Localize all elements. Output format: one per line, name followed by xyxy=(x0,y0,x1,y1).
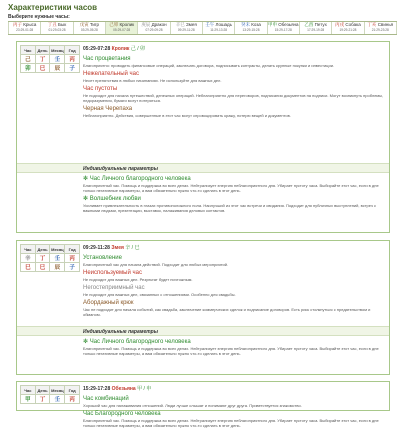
individual-section-label: Час Личного благородного человека xyxy=(89,339,191,345)
earthly-branch: 巳 xyxy=(21,263,36,272)
hour-animal: Кролик xyxy=(111,46,130,52)
pillars-table xyxy=(20,45,80,73)
hour-tab-animal: Крыса xyxy=(23,22,37,27)
individual-params-header: Индивидуальные параметры xyxy=(17,326,389,336)
hour-tab-time: 09:29-11:28 xyxy=(177,28,195,32)
section-text: Не подходит для начала путешествий, денежных операций. Неблагоприятно для переговоров, подписания документов на подписи. Могут возникнуть проблемы, недоразумения, бумаги могут потеряться. xyxy=(83,93,384,103)
hour-tab-time: 23:29-01:28 xyxy=(16,28,34,32)
four-pillars xyxy=(20,45,80,73)
section-title: Неиспользуемый час xyxy=(83,270,142,276)
earthly-branch: 子 xyxy=(65,64,80,73)
hour-tab-time: 05:29-07:28 xyxy=(113,28,131,32)
section-text: Неблагоприятно. Действия, совершенные в этот час могут спровоцировать кражу, потерю вещей и документов. xyxy=(83,113,291,118)
hour-tab-glyph: 壬午 xyxy=(205,22,215,27)
hour-detail xyxy=(83,45,384,118)
individual-params xyxy=(17,326,389,356)
hour-tab[interactable] xyxy=(41,22,73,34)
heavenly-stem: 丁 xyxy=(35,395,50,404)
hour-tab-glyph: 甲申 xyxy=(268,22,278,27)
hour-tab[interactable] xyxy=(235,22,267,34)
hour-tab-time: 01:29-03:28 xyxy=(48,28,66,32)
heavenly-stem: 丁 xyxy=(35,55,50,64)
section-text: Благоприятный час. Помощь и поддержка во всех делах. Нейтрализует энергию неблагоприятного дня. Убирает пустоту часа. Выбирайте этот час, если в дне только негативные параметры, а вам обязательно нужно что-то сделать в этот день. xyxy=(83,418,379,428)
individual-section-label: Волшебник любви xyxy=(89,196,141,202)
pillar-header: Час xyxy=(21,386,36,395)
hour-tab[interactable] xyxy=(300,22,332,34)
section-title: Час процветания xyxy=(83,56,131,62)
hour-card xyxy=(16,381,390,428)
four-pillars xyxy=(20,385,80,404)
individual-section-text: Благоприятный час. Помощь и поддержка во всех делах. Нейтрализует энергию неблагоприятного дня. Убирает пустоту часа. Выбирайте этот час, если в дне только негативные параметры, а вам обязательно нужно что-то сделать в этот день. xyxy=(83,183,379,193)
heavenly-stem: 辛 xyxy=(21,254,36,263)
hour-tab-time: 07:29-09:28 xyxy=(145,28,163,32)
pillar-header: Час xyxy=(21,245,36,254)
hour-card xyxy=(16,41,390,233)
hour-tab-animal: Тигр xyxy=(89,22,100,27)
hour-glyphs: 甲 / 申 xyxy=(137,386,152,392)
hour-tab[interactable] xyxy=(171,22,203,34)
pillars-table xyxy=(20,244,80,272)
pillar-header: Месяц xyxy=(51,47,64,53)
section-text: Не подходит для важных дел. Результат будет ничтожным. xyxy=(83,277,193,282)
hour-tab-time: 03:29-05:28 xyxy=(80,28,98,32)
hour-tab[interactable] xyxy=(203,22,235,34)
heavenly-stem: 丙 xyxy=(65,395,80,404)
hour-tab[interactable] xyxy=(8,22,41,34)
star-icon: ✻ xyxy=(83,196,90,202)
individual-section-title xyxy=(83,196,384,203)
hour-selector xyxy=(8,21,397,35)
hour-tab-animal: Собака xyxy=(345,22,361,27)
section-title: Час Благородного человека xyxy=(83,411,161,417)
heavenly-stem: 丁 xyxy=(35,254,50,263)
section-title: Час пустоты xyxy=(83,86,118,92)
earthly-branch: 辰 xyxy=(50,263,65,272)
hour-tab-time: 13:29-15:28 xyxy=(242,28,260,32)
section-text: Не подходит для важных дел, связанных с отношениями. Особенно для свадьбы. xyxy=(83,292,236,297)
hour-time: 05:29-07:28 xyxy=(83,46,111,52)
section-text: Благоприятно: проводить финансовые операций, заключать договора, подписывать контракты, делать крупные покупки и инвестиции. xyxy=(83,63,335,68)
hour-glyphs: 辛 / 巳 xyxy=(125,245,140,251)
heavenly-stem: 壬 xyxy=(50,395,65,404)
pillar-header: Месяц xyxy=(51,387,64,393)
individual-section-text: Благоприятный час. Помощь и поддержка во всех делах. Нейтрализует энергию неблагоприятного дня. Убирает пустоту часа. Выбирайте этот час, если в дне только негативные параметры, а вам обязательно нужно что-то сделать в этот день. xyxy=(83,346,379,356)
hour-tab-time: 17:29-19:28 xyxy=(307,28,325,32)
four-pillars xyxy=(20,244,80,272)
hour-tab-animal: Обезьяна xyxy=(278,22,299,27)
heavenly-stem: 己 xyxy=(21,55,36,64)
hour-tab-glyph: 丁丑 xyxy=(47,22,57,27)
earthly-branch: 子 xyxy=(65,263,80,272)
hour-tab-time: 21:29-23:28 xyxy=(371,28,389,32)
section-title: Установление xyxy=(83,255,122,261)
hour-card xyxy=(16,240,390,375)
hour-tab-animal: Свинья xyxy=(377,22,394,27)
star-icon: ✻ xyxy=(83,176,90,182)
pillar-header: День xyxy=(35,245,50,254)
hour-detail xyxy=(83,244,384,317)
hour-tab-glyph: 辛巳 xyxy=(175,22,185,27)
heavenly-stem: 壬 xyxy=(50,55,65,64)
pillar-header: Год xyxy=(65,245,80,254)
section-text: Благоприятный час для начала действий. Подходит для любых мероприятий. xyxy=(83,262,229,267)
pillars-table xyxy=(20,385,80,404)
individual-params xyxy=(17,163,389,213)
hour-tab-glyph: 乙酉 xyxy=(304,22,314,27)
hour-tab-animal: Дракон xyxy=(151,22,167,27)
hour-tab[interactable] xyxy=(365,22,397,34)
heavenly-stem: 壬 xyxy=(50,254,65,263)
hour-tab-glyph: 庚辰 xyxy=(141,22,151,27)
earthly-branch: 巳 xyxy=(35,263,50,272)
hour-tab-glyph: 癸未 xyxy=(241,22,250,27)
hour-tab-animal: Лошадь xyxy=(215,22,233,27)
individual-section-text: Усиливает привлекательность в глазах противоположного пола. Наилучший из этот час встречи и свидания. Подходит для публичных выступлений, встреч с важными людьми, презентации, выставок, налаживания деловых контактов. xyxy=(83,203,377,213)
hour-tab-glyph: 丙戌 xyxy=(335,22,345,27)
hour-animal: Обезьяна xyxy=(111,386,136,392)
hour-tab-glyph: 己卯 xyxy=(109,22,119,27)
individual-section-title xyxy=(83,339,384,346)
individual-params-body xyxy=(17,339,389,356)
star-icon: ✻ xyxy=(83,339,90,345)
section-title: Абордажный крюк xyxy=(83,300,134,306)
hour-time-line xyxy=(83,45,384,53)
heavenly-stem: 丙 xyxy=(65,254,80,263)
hour-tab[interactable] xyxy=(106,22,138,34)
individual-section-label: Час Личного благородного человека xyxy=(89,176,191,182)
hour-glyphs: 己 / 卯 xyxy=(130,46,145,52)
earthly-branch: 辰 xyxy=(50,64,65,73)
section-text: Хороший час для налаживания отношений. Люди лучше слышат и понимают друг друга. Приветствуется знакомство. xyxy=(83,403,302,408)
earthly-branch: 卯 xyxy=(21,64,36,73)
page-title: Характеристики часов xyxy=(8,3,98,12)
hour-tab-animal: Кролик xyxy=(119,22,135,27)
pillar-header: День xyxy=(35,386,50,395)
heavenly-stem: 丙 xyxy=(65,55,80,64)
section-title: Час комбинаций xyxy=(83,396,129,402)
hour-time: 15:29-17:28 xyxy=(83,386,111,392)
hour-tab-time: 11:29-13:28 xyxy=(210,28,228,32)
pillar-header: Год xyxy=(65,386,80,395)
hour-animal: Змея xyxy=(111,245,124,251)
hour-tab-time: 19:29-21:28 xyxy=(339,28,357,32)
heavenly-stem: 甲 xyxy=(21,395,36,404)
individual-params-body xyxy=(17,176,389,213)
hour-tab-time: 15:29-17:28 xyxy=(274,28,292,32)
pillar-header: Час xyxy=(21,46,36,55)
hour-tab[interactable] xyxy=(268,22,300,34)
pillar-header: Год xyxy=(65,46,80,55)
hour-tab-glyph: 丙子 xyxy=(12,22,22,27)
hour-tab-animal: Петух xyxy=(314,22,327,27)
hour-tab-glyph: 戊寅 xyxy=(79,22,89,27)
hour-tab-glyph: 丁亥 xyxy=(367,22,377,27)
hour-tab[interactable] xyxy=(74,22,106,34)
hour-time: 09:29-11:28 xyxy=(83,245,110,251)
hour-time-line xyxy=(83,244,384,252)
earthly-branch: 巳 xyxy=(35,64,50,73)
section-title: Черная Черепаха xyxy=(83,106,133,112)
hour-tab-animal: Бык xyxy=(58,22,67,27)
hour-tab[interactable] xyxy=(138,22,170,34)
hour-tab-animal: Змея xyxy=(186,22,197,27)
section-title: Негостеприимный час xyxy=(83,285,145,291)
hour-tab[interactable] xyxy=(332,22,364,34)
hour-detail xyxy=(83,385,384,428)
section-text: Несет препятствия в любых начинаниях. Не используйте для важных дел. xyxy=(83,78,222,83)
section-title: Нежелательный час xyxy=(83,71,140,77)
pillar-header: Месяц xyxy=(51,246,64,252)
individual-section-title xyxy=(83,176,384,183)
section-text: Час не подходит для начала событий, как свадьба, заключение коммерческих сделок и подписание договоров. Есть риск столкнуться с предательством и обманом. xyxy=(83,307,371,317)
individual-params-header: Индивидуальные параметры xyxy=(17,163,389,173)
hour-time-line xyxy=(83,385,384,393)
pillar-header: День xyxy=(35,46,50,55)
hour-tab-animal: Коза xyxy=(251,22,261,27)
page-subtitle: Выберите нужные часы: xyxy=(8,14,70,20)
